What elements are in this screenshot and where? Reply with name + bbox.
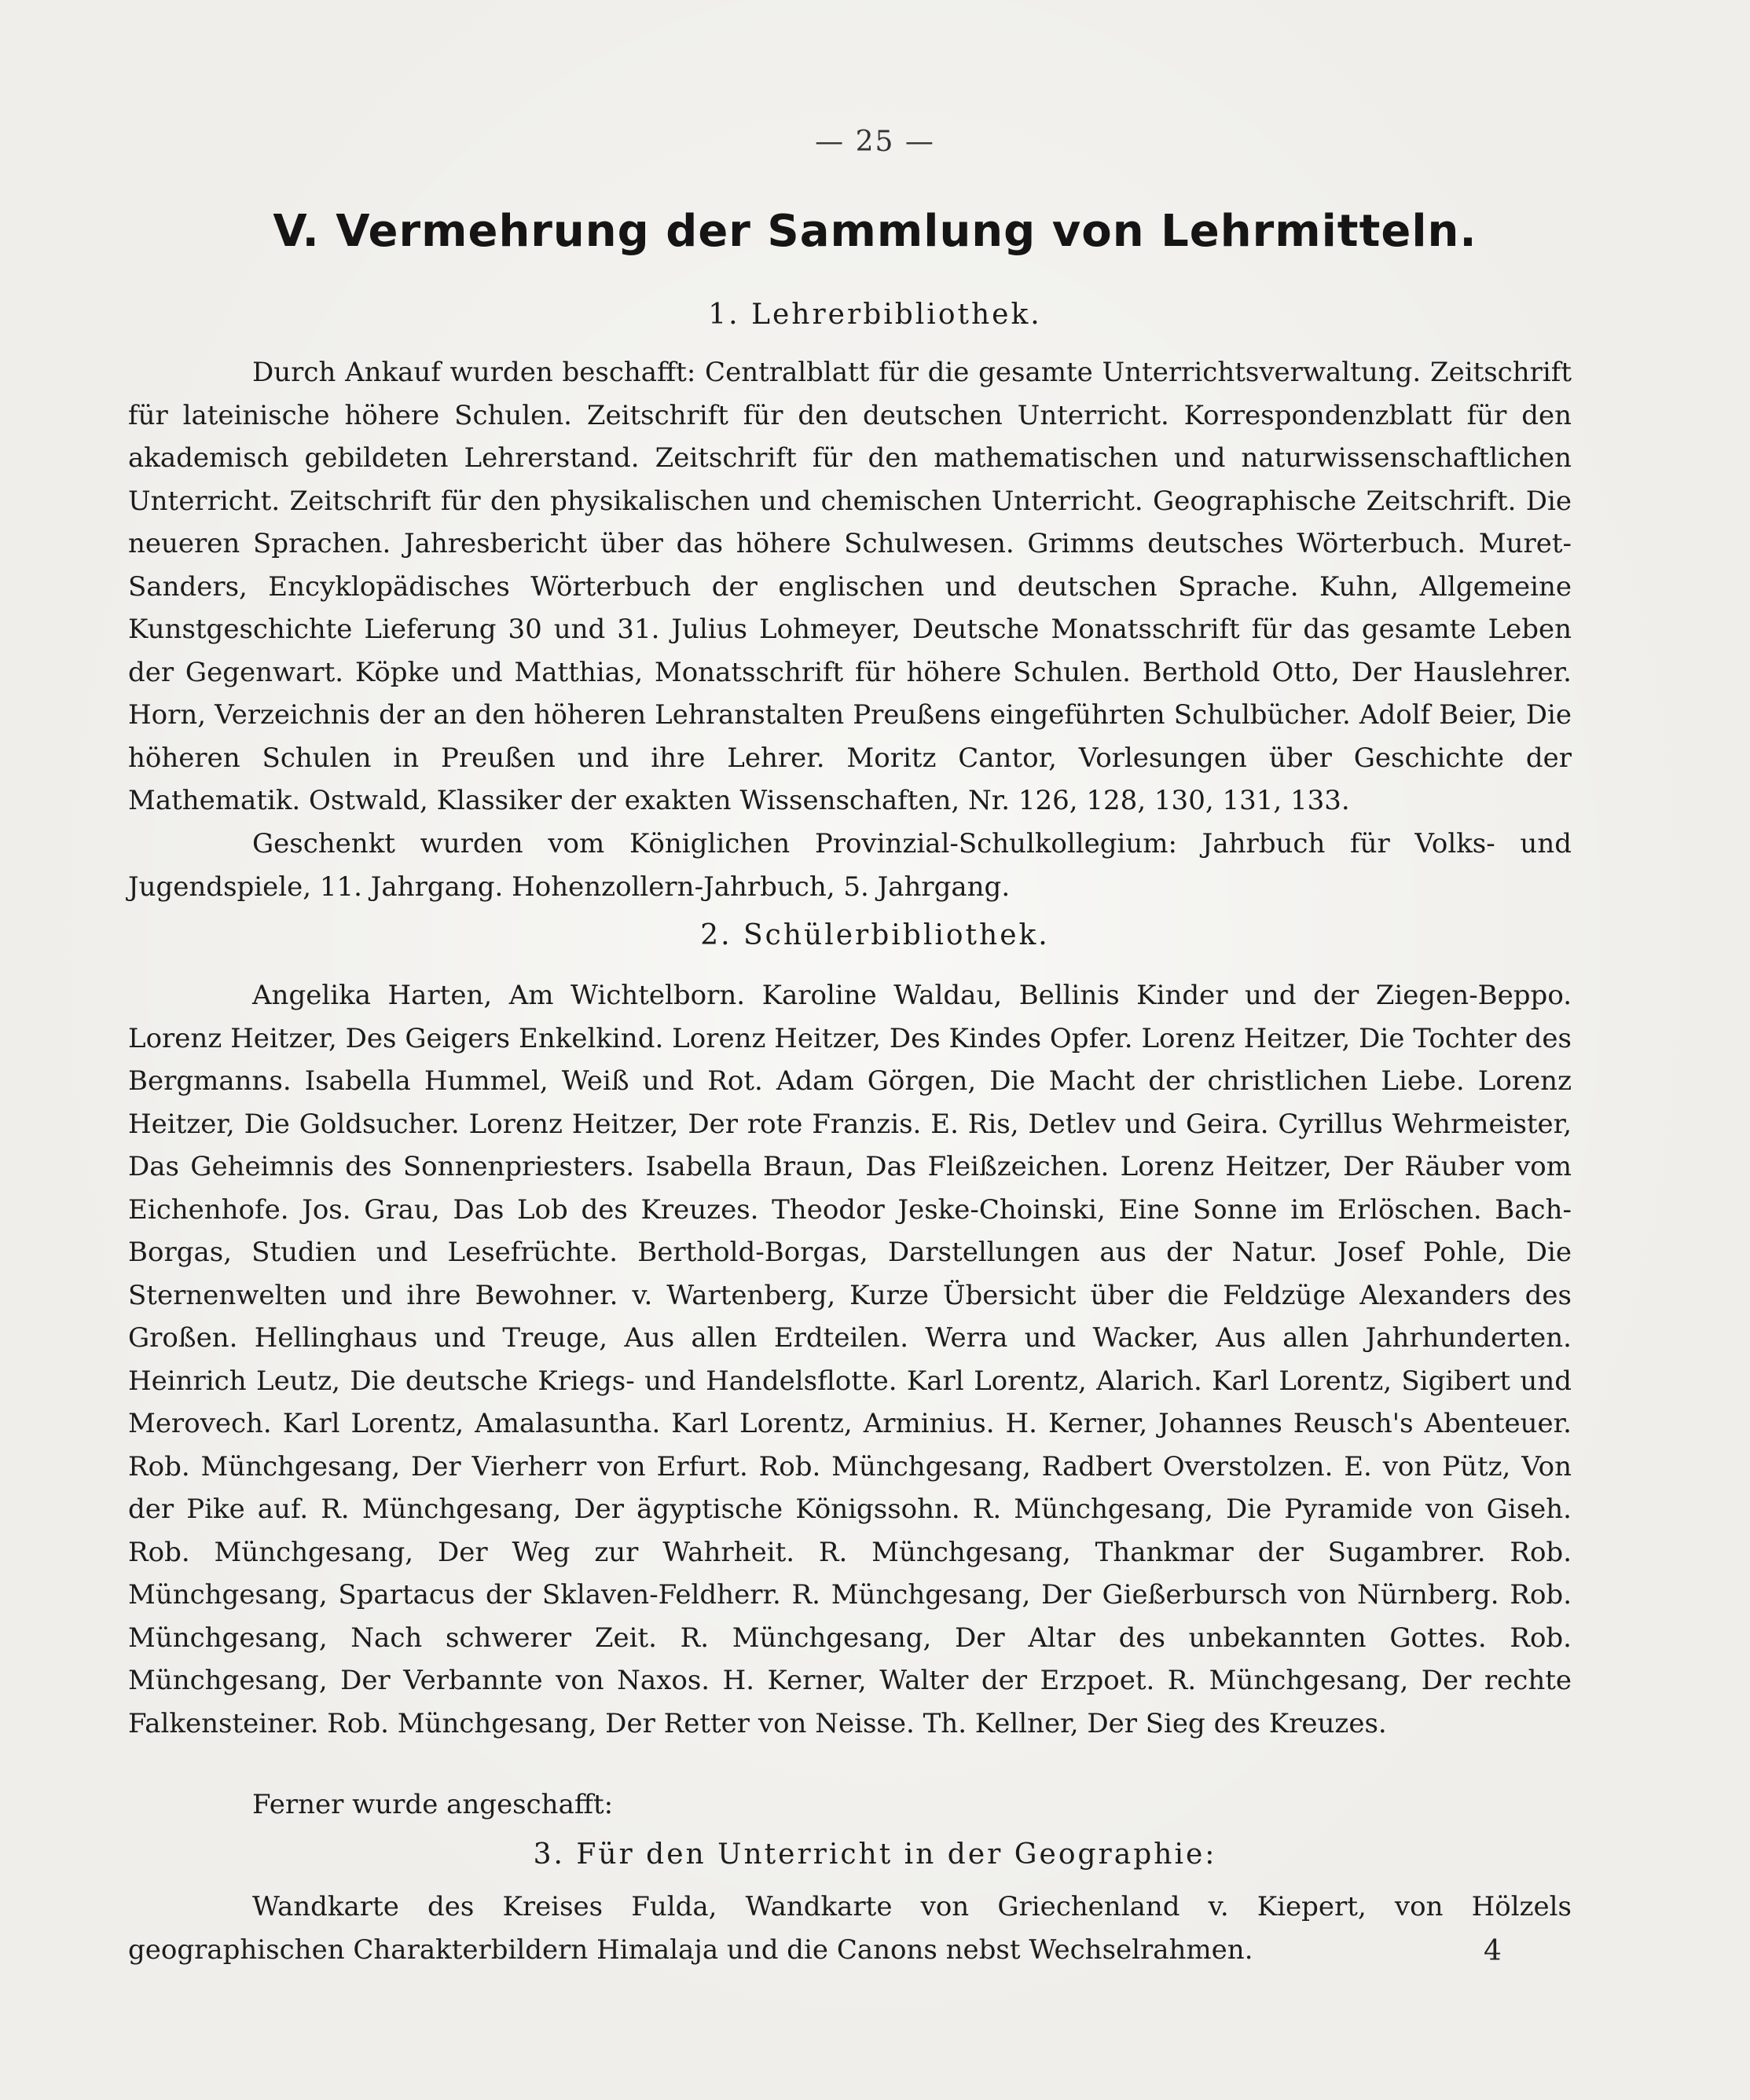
sheet-signature: 4 [1484,1935,1502,1967]
paragraph-geographie-items: Wandkarte des Kreises Fulda, Wandkarte von Griechenland v. Kiepert, von Hölzels geographischen Charakterbildern Himalaja und die Canons nebst Wechselrahmen. [128,1891,1572,1966]
section-heading-geographie: 3. Für den Unterricht in der Geographie: [533,1838,1217,1871]
section-heading-schuelerbibliothek: 2. Schülerbibliothek. [700,919,1050,951]
page-number: — 25 — [815,126,935,158]
chapter-title: V. Vermehrung der Sammlung von Lehrmitteln. [273,206,1477,257]
paragraph-schuelerbibliothek-list: Angelika Harten, Am Wichtelborn. Karoline Waldau, Bellinis Kinder und der Ziegen-Beppo. Lorenz Heitzer, Des Geigers Enkelkind. Lorenz Heitzer, Des Kindes Opfer. Lorenz Heitzer, Die Tochter des Bergmanns. Isabella Hummel, Weiß und Rot. Adam Görgen, Die Macht der christlichen Liebe. Lorenz Heitzer, Die Goldsucher. Lorenz Heitzer, Der rote Franzis. E. Ris, Detlev und Geira. Cyrillus Wehrmeister, Das Geheimnis des Sonnenpriesters. Isabella Braun, Das Fleißzeichen. Lorenz Heitzer, Der Räuber vom Eichenhofe. Jos. Grau, Das Lob des Kreuzes. Theodor Jeske-Choinski, Eine Sonne im Erlöschen. Bach-Borgas, Studien und Lesefrüchte. Berthold-Borgas, Darstellungen aus der Natur. Josef Pohle, Die Sternenwelten und ihre Bewohner. v. Wartenberg, Kurze Übersicht über die Feldzüge Alexanders des Großen. Hellinghaus und Treuge, Aus allen Erdteilen. Werra und Wacker, Aus allen Jahrhunderten. Heinrich Leutz, Die deutsche Kriegs- und Handelsflotte. Karl Lorentz, Alarich. Karl Lorentz, Sigibert und Merovech. Karl Lorentz, Amalasuntha. Karl Lorentz, Arminius. H. Kerner, Johannes Reusch's Abenteuer. Rob. Münchgesang, Der Vierherr von Erfurt. Rob. Münchgesang, Radbert Overstolzen. E. von Pütz, Von der Pike auf. R. Münchgesang, Der ägyptische Königssohn. R. Münchgesang, Die Pyramide von Giseh. Rob. Münchgesang, Der Weg zur Wahrheit. R. Münchgesang, Thankmar der Sugambrer. Rob. Münchgesang, Spartacus der Sklaven-Feldherr. R. Münchgesang, Der Gießerbursch von Nürnberg. Rob. Münchgesang, Nach schwerer Zeit. R. Münchgesang, Der Altar des unbekannten Gottes. Rob. Münchgesang, Der Verbannte von Naxos. H. Kerner, Walter der Erzpoet. R. Münchgesang, Der rechte Falkensteiner. Rob. Münchgesang, Der Retter von Neisse. Th. Kellner, Der Sieg des Kreuzes. [128,980,1572,1739]
section-heading-lehrerbibliothek: 1. Lehrerbibliothek. [708,299,1042,331]
paragraph-lehrerbibliothek-gifts: Geschenkt wurden vom Königlichen Provinzial-Schulkollegium: Jahrbuch für Volks- und Jugendspiele, 11. Jahrgang. Hohenzollern-Jahrbuch, 5. Jahrgang. [128,828,1572,903]
paragraph-lehrerbibliothek-purchases: Durch Ankauf wurden beschafft: Centralblatt für die gesamte Unterrichtsverwaltung. Zeitschrift für lateinische höhere Schulen. Zeitschrift für den deutschen Unterricht. Korrespondenzblatt für den akademisch gebildeten Lehrerstand. Zeitschrift für den mathematischen und naturwissenschaftlichen Unterricht. Zeitschrift für den physikalischen und chemischen Unterricht. Geographische Zeitschrift. Die neueren Sprachen. Jahresbericht über das höhere Schulwesen. Grimms deutsches Wörterbuch. Muret-Sanders, Encyklopädisches Wörterbuch der englischen und deutschen Sprache. Kuhn, Allgemeine Kunstgeschichte Lieferung 30 und 31. Julius Lohmeyer, Deutsche Monatsschrift für das gesamte Leben der Gegenwart. Köpke und Matthias, Monatsschrift für höhere Schulen. Berthold Otto, Der Hauslehrer. Horn, Verzeichnis der an den höheren Lehranstalten Preußens eingeführten Schulbücher. Adolf Beier, Die höheren Schulen in Preußen und ihre Lehrer. Moritz Cantor, Vorlesungen über Geschichte der Mathematik. Ostwald, Klassiker der exakten Wissenschaften, Nr. 126, 128, 130, 131, 133. [128,357,1572,816]
paragraph-ferner-angeschafft: Ferner wurde angeschafft: [252,1789,614,1820]
